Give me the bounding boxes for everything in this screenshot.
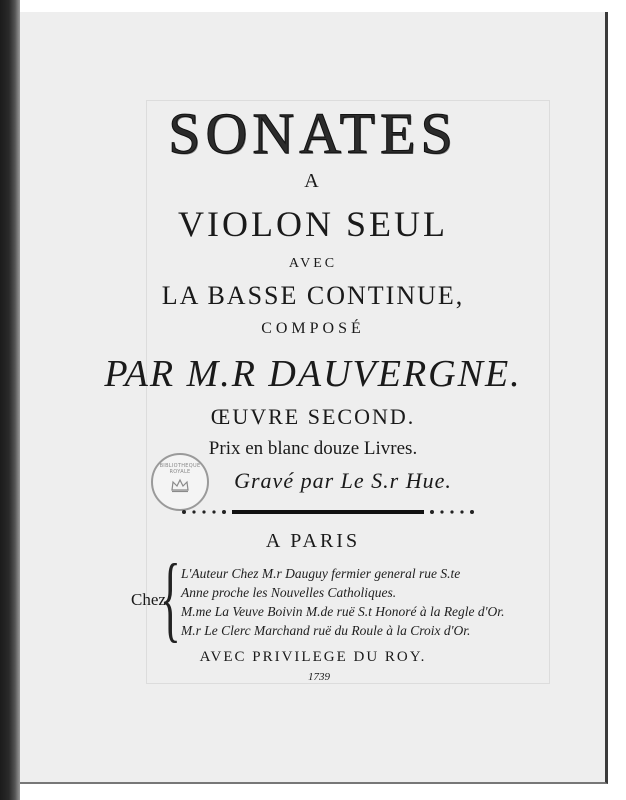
library-stamp: [151, 453, 209, 511]
privilege-line: AVEC PRIVILEGE DU ROY.: [199, 649, 427, 665]
address-line: L'Auteur Chez M.r Dauguy fermier general rue S.te: [181, 566, 461, 581]
instrument-title: VIOLON SEUL: [178, 204, 448, 244]
curly-brace-icon: {: [160, 544, 181, 651]
work-title: SONATES: [168, 101, 458, 166]
date-line: 1739: [308, 671, 330, 683]
chez-label: Chez: [131, 590, 166, 609]
address-line: M.me La Veuve Boivin M.de ruë S.t Honoré à la Regle d'Or.: [181, 604, 505, 619]
opus-number: ŒUVRE SECOND.: [210, 404, 416, 429]
composer-name: PAR M.R DAUVERGNE.: [104, 353, 522, 395]
stamp-text: BIBLIOTHEQUE ROYALE: [159, 463, 201, 475]
price-line: Prix en blanc douze Livres.: [208, 438, 418, 459]
basse-continue-title: LA BASSE CONTINUE,: [161, 281, 465, 310]
title-a: A: [304, 170, 322, 192]
compose-label: COMPOSÉ: [261, 320, 365, 337]
address-line: M.r Le Clerc Marchand ruë du Roule à la Croix d'Or.: [181, 623, 471, 638]
ornamental-rule: [178, 505, 478, 519]
title-avec: AVEC: [288, 256, 338, 271]
engraver-line: Gravé par Le S.r Hue.: [234, 468, 452, 493]
crown-icon: [170, 477, 190, 493]
city-line: A PARIS: [265, 530, 361, 552]
address-line: Anne proche les Nouvelles Catholiques.: [181, 585, 397, 600]
